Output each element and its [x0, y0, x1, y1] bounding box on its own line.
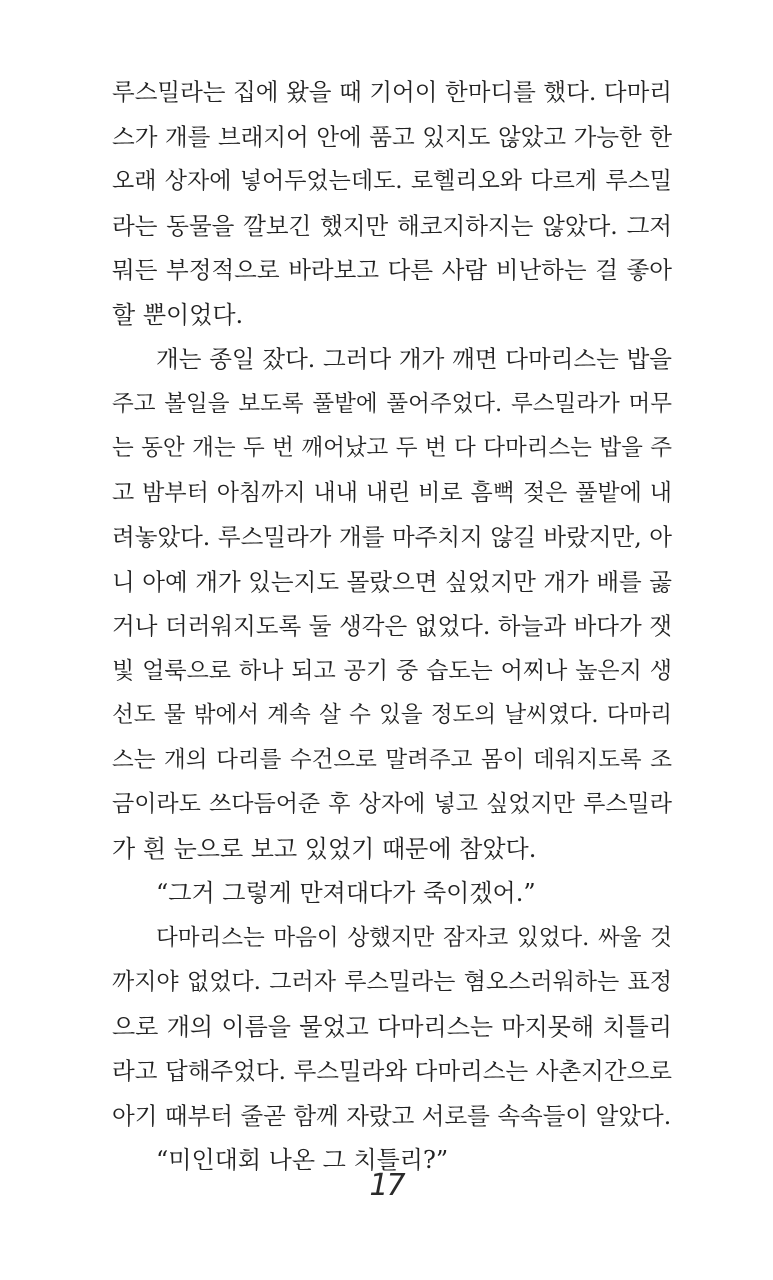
text-line: 개는 종일 잤다. 그러다 개가 깨면 다마리스는 밥을 — [156, 345, 672, 373]
text-line: 뭐든 부정적으로 바라보고 다른 사람 비난하는 걸 좋아 — [112, 256, 672, 284]
text-line: 고 밤부터 아침까지 내내 내린 비로 흠뻑 젖은 풀밭에 내 — [112, 479, 672, 506]
body-text — [112, 70, 672, 1183]
text-line: 다마리스는 마음이 상했지만 잠자코 있었다. 싸울 것 — [156, 924, 672, 951]
text-line: 까지야 없었다. 그러자 루스밀라는 혐오스러워하는 표정 — [112, 969, 672, 995]
text-line: 할 뿐이었다. — [112, 300, 244, 329]
text-line: 빛 얼룩으로 하나 되고 공기 중 습도는 어찌나 높은지 생 — [112, 657, 672, 684]
text-line: 가 흰 눈으로 보고 있었기 때문에 참았다. — [112, 834, 537, 863]
text-line: 려놓았다. 루스밀라가 개를 마주치지 않길 바랐지만, 아 — [112, 523, 672, 551]
text-line: 라고 답해주었다. 루스밀라와 다마리스는 사촌지간으로 — [112, 1057, 672, 1085]
text-line: 금이라도 쓰다듬어준 후 상자에 넣고 싶었지만 루스밀라 — [112, 791, 672, 817]
text-line: 는 동안 개는 두 번 깨어났고 두 번 다 다마리스는 밥을 주 — [112, 435, 672, 461]
text-line: “미인대회 나온 그 치틀리?” — [156, 1146, 449, 1174]
text-line: 으로 개의 이름을 물었고 다마리스는 마지못해 치틀리 — [112, 1012, 672, 1041]
text-line: 오래 상자에 넣어두었는데도. 로헬리오와 다르게 루스밀 — [112, 168, 672, 194]
page-number: 17 — [369, 1168, 404, 1203]
text-line: “그거 그렇게 만져대다가 죽이겠어.” — [156, 879, 536, 907]
text-line: 거나 더러워지도록 둘 생각은 없었다. 하늘과 바다가 잿 — [112, 612, 672, 640]
text-line: 루스밀라는 집에 왔을 때 기어이 한마디를 했다. 다마리 — [112, 78, 672, 106]
text-line: 스는 개의 다리를 수건으로 말려주고 몸이 데워지도록 조 — [112, 746, 672, 773]
text-line: 라는 동물을 깔보긴 했지만 해코지하지는 않았다. 그저 — [112, 211, 672, 240]
text-line: 니 아예 개가 있는지도 몰랐으면 싶었지만 개가 배를 곯 — [112, 567, 672, 596]
text-line: 아기 때부터 줄곧 함께 자랐고 서로를 속속들이 알았다. — [112, 1101, 672, 1130]
text-line: 선도 물 밖에서 계속 살 수 있을 정도의 날씨였다. 다마리 — [112, 702, 672, 728]
text-line: 스가 개를 브래지어 안에 품고 있지도 않았고 가능한 한 — [112, 122, 672, 151]
text-line: 주고 볼일을 보도록 풀밭에 풀어주었다. 루스밀라가 머무 — [112, 390, 672, 417]
